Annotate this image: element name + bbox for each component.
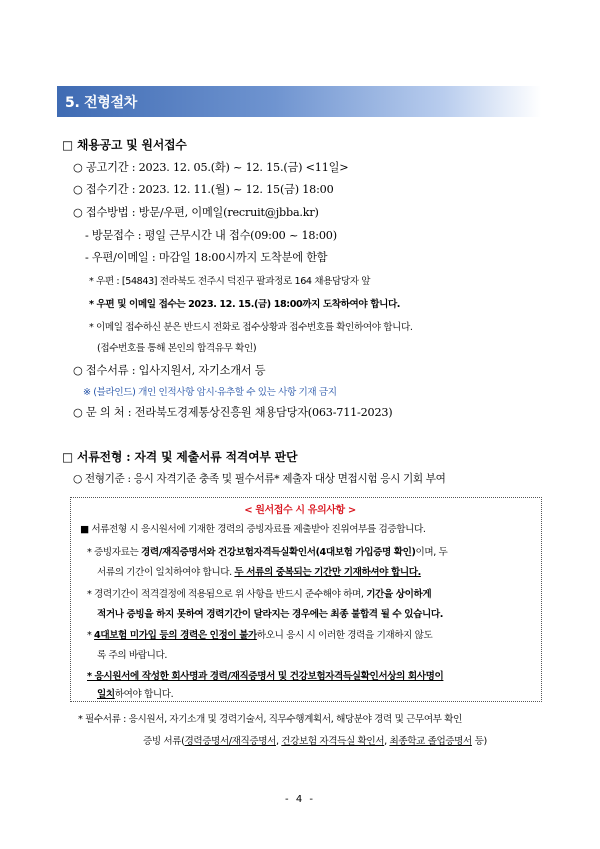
apply-header: □ 채용공고 및 원서접수 [62, 138, 187, 152]
footnote-l2-b: 경력증명서/재직증명서 [184, 736, 276, 747]
post-address: * 우편 : [54843] 전라북도 전주시 덕진구 팔과정로 164 채용담당자 앞 [89, 276, 371, 287]
notice-paragraph-4-line-1 [87, 628, 432, 643]
page-number: - 4 - [285, 794, 315, 805]
notice-p4-c: 하오니 응시 시 이러한 경력을 기재하지 않도 [256, 630, 433, 641]
receipt-period: ○ 접수기간 : 2023. 12. 11.(월) ~ 12. 15(금) 18:00 [73, 183, 334, 196]
notice-paragraph-1: ■ 서류전형 시 응시원서에 기재한 경력의 증빙자료를 제출받아 진위여부를 검증합니다. [80, 524, 426, 535]
footnote-l2-e: , [384, 736, 390, 747]
notice-p2-b: 경력/재직증명서와 건강보험자격득실확인서(4대보험 가입증명 확인) [141, 547, 416, 558]
notice-paragraph-5-line-2 [97, 687, 173, 702]
footnote-l2-c: , [275, 736, 282, 747]
post-deadline: * 우편 및 이메일 접수는 2023. 12. 15.(금) 18:00까지 도착하여야 합니다. [89, 299, 401, 310]
footnote-l2-g: 등) [471, 736, 487, 747]
footnote-l2-d: 건강보험 자격득실 확인서 [281, 736, 385, 747]
apply-period: ○ 공고기간 : 2023. 12. 05.(화) ~ 12. 15.(금) <11일> [73, 161, 349, 174]
notice-paragraph-5-line-1: * 응시원서에 작성한 회사명과 경력/재직증명서 및 건강보험자격득실확인서상의 회사명이 [87, 671, 444, 682]
section-title: 5. 전형절차 [65, 95, 137, 111]
notice-p4-b: 4대보험 미가입 등의 경력은 인정이 불가 [94, 630, 257, 641]
notice-title: < 원서접수 시 유의사항 > [244, 505, 356, 516]
screening-criteria: ○ 전형기준 : 응시 자격기준 충족 및 필수서류* 제출자 대상 면접시험 응시 기회 부여 [73, 473, 446, 485]
footnote-line-2 [143, 734, 487, 749]
footnote-l2-a: 증빙 서류( [143, 736, 185, 747]
contact-info: ○ 문 의 처 : 전라북도경제통상진흥원 채용담당자(063-711-2023) [73, 406, 393, 419]
apply-method: ○ 접수방법 : 방문/우편, 이메일(recruit@jbba.kr) [73, 206, 319, 219]
notice-paragraph-4-line-2: 록 주의 바랍니다. [97, 650, 168, 661]
notice-paragraph-2-line-1 [87, 545, 447, 560]
notice-paragraph-2-line-2 [97, 565, 421, 580]
notice-p3-a: * 경력기간이 적격결정에 적용됨으로 위 사항을 반드시 준수해야 하며, [87, 589, 367, 600]
notice-p3-b: 기간을 상이하게 [366, 589, 432, 600]
footnote-line-1: * 필수서류 : 응시원서, 자기소개 및 경력기술서, 직무수행계획서, 해당분야 경력 및 근무여부 확인 [78, 714, 462, 725]
notice-paragraph-3-line-1 [87, 587, 431, 602]
notice-p4-a: * [87, 630, 95, 641]
blind-note: ※ (블라인드) 개인 인적사항 암시·유추할 수 있는 사항 기재 금지 [83, 387, 337, 398]
section-header [57, 86, 541, 117]
notice-paragraph-3-line-2: 적거나 증빙을 하지 못하여 경력기간이 달라지는 경우에는 최종 불합격 될 수 있습니다. [97, 609, 443, 620]
notice-p5-c: 하여야 합니다. [114, 689, 174, 700]
visit-receipt: - 방문접수 : 평일 근무시간 내 접수(09:00 ~ 18:00) [85, 229, 337, 242]
apply-documents: ○ 접수서류 : 입사지원서, 자기소개서 등 [73, 364, 266, 377]
notice-p2-a: * 증빙자료는 [87, 547, 142, 558]
notice-p5-b: 일치 [97, 689, 115, 700]
notice-p2-e: 두 서류의 중복되는 기간만 기재하셔야 합니다. [234, 567, 421, 578]
mail-receipt: - 우편/이메일 : 마감일 18:00시까지 도착분에 한함 [85, 251, 328, 264]
notice-p2-c: 이며, 두 [415, 547, 448, 558]
notice-p2-d: 서류의 기간이 일치하여야 합니다. [97, 567, 235, 578]
email-note-2: (접수번호를 통해 본인의 합격유무 확인) [97, 343, 257, 354]
screening-header: □ 서류전형 : 자격 및 제출서류 적격여부 판단 [62, 450, 298, 464]
email-note-1: * 이메일 접수하신 분은 반드시 전화로 접수상황과 접수번호를 확인하여야 합니다. [89, 322, 413, 333]
footnote-l2-f: 최종학교 졸업증명서 [389, 736, 472, 747]
